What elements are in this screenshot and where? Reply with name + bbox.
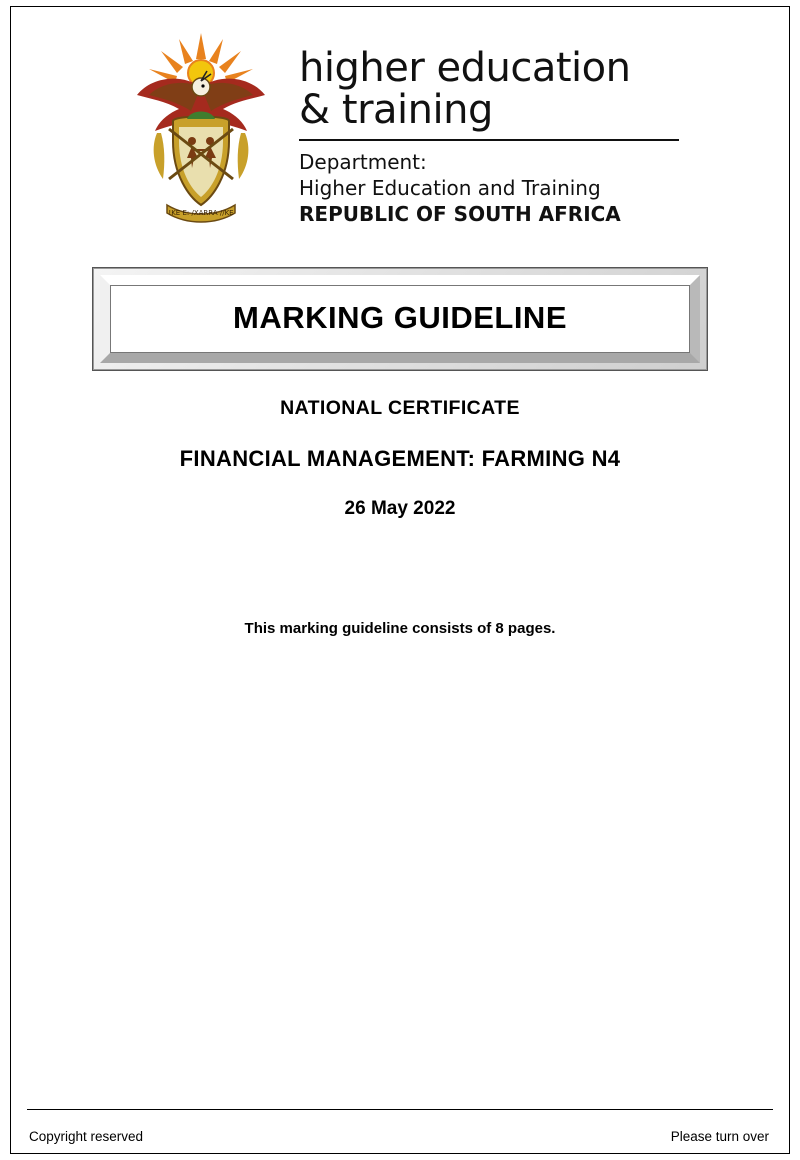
page-content xyxy=(11,7,789,1153)
south-africa-coat-of-arms-icon xyxy=(121,29,281,229)
document-header xyxy=(11,7,789,229)
subject-line: FINANCIAL MANAGEMENT: FARMING N4 xyxy=(179,446,621,471)
dept-sub-name: Higher Education and Training xyxy=(299,176,601,200)
title-plate-bevel xyxy=(100,275,700,363)
content-spacer xyxy=(11,637,789,1109)
dept-sub-label: Department: xyxy=(299,150,427,174)
page-title: MARKING GUIDELINE xyxy=(233,300,567,335)
exam-date: 26 May 2022 xyxy=(344,498,456,519)
title-plate-inner xyxy=(110,285,690,353)
dept-main-line1: higher education xyxy=(299,45,631,91)
page-footer xyxy=(27,1109,773,1153)
footer-turn-over: Please turn over xyxy=(670,1129,769,1144)
department-wordmark xyxy=(299,29,679,227)
page-count-note: This marking guideline consists of 8 pages. xyxy=(244,620,556,637)
title-plate-frame xyxy=(92,267,708,371)
dept-divider xyxy=(299,139,679,141)
dept-main-line2: & training xyxy=(299,87,493,133)
svg-text:!KE E: /XARRA //KE: !KE E: /XARRA //KE xyxy=(168,209,234,217)
title-plate-wrapper xyxy=(11,267,789,371)
certificate-line: NATIONAL CERTIFICATE xyxy=(280,397,520,419)
footer-copyright: Copyright reserved xyxy=(29,1129,144,1144)
document-meta-lines xyxy=(11,397,789,637)
dept-sub-country: REPUBLIC OF SOUTH AFRICA xyxy=(299,202,621,226)
